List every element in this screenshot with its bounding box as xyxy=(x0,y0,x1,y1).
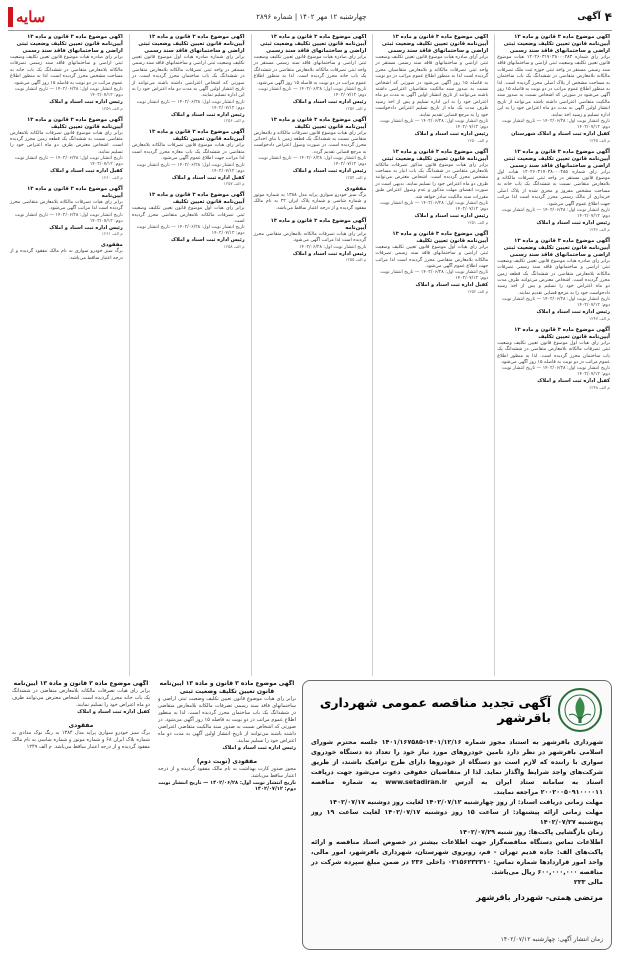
notice-reference: م الف ۱۲۵۳ xyxy=(345,105,367,111)
notice-dates: تاریخ انتشار نوبت اول: ۱۴۰۲/۰۶/۲۸ xyxy=(299,244,367,250)
notice-signature: رئیس اداره ثبت اسناد و املاک xyxy=(222,745,296,751)
notice-signature: رئیس اداره ثبت اسناد و املاک xyxy=(414,213,489,220)
notice-signature: کفیل اداره ثبت اسناد و املاک xyxy=(415,282,489,289)
notice-dates: تاریخ انتشار نوبت اول: ۱۴۰۲/۰۶/۲۸ — تاریخ انتشار نوبت دوم: ۱۴۰۲/۰۷/۱۲ xyxy=(14,212,123,224)
legal-notice xyxy=(254,186,367,212)
notice-signature: کفیل اداره ثبت اسناد و املاک xyxy=(537,378,610,385)
notice-title: مفقودی xyxy=(344,185,367,192)
notice-signature: رئیس اداره ثبت اسناد و املاک xyxy=(49,224,123,231)
notice-body: برگ سبز خودرو سواری پراید مدل ۱۳۸۸ به شماره موتور و شماره شاسی و شماره پلاک ایران ۲۲ به نام مالک مفقود گردیده و از درجه اعتبار ساقط می‌باشد. xyxy=(253,192,367,211)
notice-reference: م الف ۱۲۶۰ xyxy=(101,174,123,180)
notice-body: مجوز صدور کارت بهداشت به نام مالک مفقود گردیده و از درجه اعتبار ساقط می‌باشد. xyxy=(158,765,296,779)
notice-title: آگهی موضوع ماده ۳ قانون و ماده ۱۳ آیین‌نامه قانون تعیین تکلیف وضعیت ثبتی اراضی و ساختمانهای فاقد سند رسمی xyxy=(381,34,489,54)
notice-body: برابر رای صادره هیات موضوع قانون تعیین تکلیف وضعیت ثبتی اراضی و ساختمانهای فاقد سند رسمی مستقر در واحد ثبتی تصرفات مالکانه بلامعارض متقاضی در ششدانگ یک باب خانه محرز گردیده است. لذا به منظور اطلاع عموم مراتب در دو نوبت به فاصله ۱۵ روز آگهی می‌شود. xyxy=(253,55,367,86)
notice-body: برگ سبز خودرو سواری پراید مدل ۱۳۸۴ به رنگ نوک مدادی به شماره پلاک ایران ۶۸ و شماره موتور و شماره شاسی به نام مالک مفقود گردیده و از درجه اعتبار ساقط می‌باشد. م الف ۱۲۴۹ xyxy=(12,729,150,750)
newspaper-logo xyxy=(8,7,45,27)
notice-dates: تاریخ انتشار نوبت اول: ۱۴۰۲/۰۶/۲۸ — تاریخ انتشار نوبت دوم: ۱۴۰۲/۰۷/۱۲ xyxy=(380,270,489,282)
legal-notice xyxy=(10,34,123,111)
legal-notice xyxy=(10,242,123,262)
notice-dates: تاریخ انتشار نوبت اول: ۱۴۰۲/۰۶/۲۸ — تاریخ انتشار نوبت دوم: ۱۴۰۲/۰۷/۱۲ xyxy=(258,87,367,99)
tender-docs-deadline: مهلت زمانی دریافت اسناد: از روز چهارشنبه ۱۴۰۲/۰۷/۱۲ لغایت روز دوشنبه ۱۴۰۲/۰۷/۱۷ xyxy=(329,798,603,806)
notice-signature: کفیل اداره ثبت اسناد و املاک xyxy=(77,709,150,715)
notice-reference: م الف ۱۲۵۴ xyxy=(345,174,367,180)
tender-signature: مرتضی همتی- شهردار باقرشهر xyxy=(476,893,603,902)
notice-column xyxy=(8,34,125,676)
notice-title: آگهی موضوع ماده ۳ قانون و ماده ۱۳ آیین‌نامه قانون تعیین تکلیف xyxy=(514,326,610,340)
notice-reference: م الف ۱۲۴۷ xyxy=(588,315,610,321)
notice-column xyxy=(494,34,612,676)
notice-signature: رئیس اداره ثبت اسناد و املاک xyxy=(536,309,610,316)
notice-body: برابر رای هیات موضوع قانون تصرفات مالکانه و بلامعارض متقاضی نسبت به ششدانگ یک قطعه زمین با بنای احداثی محرز گردیده است. در صورت وصول اعتراض دادخواست به مرجع قضایی تقدیم گردد. xyxy=(253,130,367,155)
legal-notice xyxy=(132,129,245,186)
issue-line: چهارشنبه ۱۲ مهر ۱۴۰۲ | شماره ۲۸۹۶ xyxy=(256,13,367,21)
notice-dates: تاریخ انتشار نوبت اول: ۱۴۰۲/۰۶/۲۸ — تاریخ انتشار نوبت دوم: ۱۴۰۲/۰۷/۱۲ xyxy=(136,225,245,237)
notice-signature: کفیل اداره ثبت اسناد و املاک xyxy=(171,174,245,181)
notice-title: آگهی موضوع ماده ۳ قانون و ماده ۱۳ آیین‌نامه قانون تعیین تکلیف وضعیت ثبتی xyxy=(381,148,489,162)
legal-notice xyxy=(158,680,296,752)
notice-dates: تاریخ انتشار نوبت اول: ۱۴۰۲/۰۶/۲۸ — تاریخ انتشار نوبت دوم: ۱۴۰۲/۰۷/۱۲ xyxy=(380,201,489,213)
notice-body: برابر رای هیات موضوع قانون مذکور تصرفات مالکانه بلامعارض متقاضی در ششدانگ یک باب انبار به مساحت مشخص محرز گردیده است. اشخاص معترض می‌توانند ظرف دو ماه اعتراض خود را تسلیم نمایند. بدیهی است در صورت انقضای مهلت مذکور و عدم وصول اعتراض طبق مقررات سند مالکیت صادر خواهد شد. xyxy=(375,162,489,200)
tender-advertisement xyxy=(302,680,612,950)
notice-signature: رئیس اداره ثبت اسناد و املاک xyxy=(536,220,610,227)
notice-body: برابر رای شماره ۱۴۰۲۶۰۳۱۷۰۳۸۰۰۰۴۸۵ هیات اول موضوع قانون مستقر در واحد ثبتی تصرفات مالکانه و بلامعارض متقاضی نسبت به ششدانگ یک باب خانه به مساحت مشخص مفروز و مجزی شده از پلاک اصلی خریداری از مالک رسمی محرز گردیده است لذا مراتب جهت اطلاع عموم آگهی می‌شود. xyxy=(497,169,611,207)
notice-title: آگهی موضوع ماده ۳ قانون و ماده ۱۳ آیین‌نامه قانون تعیین تکلیف xyxy=(392,230,489,244)
notice-title: مفقودی (نوبت دوم) xyxy=(196,757,258,765)
notice-column xyxy=(372,34,490,676)
notice-signature: تاریخ انتشار نوبت اول: ۱۴۰۲/۰۶/۲۸ — تاریخ انتشار نوبت دوم: ۱۴۰۲/۰۷/۱۲ xyxy=(158,779,296,793)
masthead-page-info xyxy=(577,10,612,24)
tender-header xyxy=(311,687,603,733)
notice-reference: م الف ۱۲۵۱ xyxy=(467,219,489,225)
notice-title: آگهی موضوع ماده ۳ قانون و ماده ۱۳ آیین‌نامه قانون تعیین تکلیف xyxy=(270,116,367,130)
notice-title: آگهی موضوع ماده ۳ قانون و ماده ۱۳ آیین‌نامه قانون تعیین تکلیف xyxy=(26,116,123,130)
notice-title: آگهی موضوع ماده ۳ قانون و ماده ۱۳ آیین‌نامه قانون تعیین تکلیف وضعیت ثبتی اراضی و ساختمانهای فاقد سند رسمی xyxy=(138,34,245,54)
notice-title: آگهی موضوع ماده ۳ قانون و ماده ۱۳ آیین‌نامه قانون تعیین تکلیف xyxy=(148,192,245,206)
brand-name: سایه xyxy=(16,8,46,26)
legal-notice xyxy=(375,34,488,143)
notice-reference: م الف ۱۲۵۲ xyxy=(467,288,489,294)
lower-section xyxy=(8,680,612,952)
notice-title: آگهی موضوع ماده ۳ قانون و ماده ۱۳ آیین‌نامه xyxy=(270,218,367,232)
notice-reference: م الف ۱۲۴۵ xyxy=(588,137,610,143)
notice-reference: م الف ۱۲۵۸ xyxy=(223,244,245,250)
notice-reference: م الف ۱۲۵۶ xyxy=(223,118,245,124)
legal-notice xyxy=(132,192,245,249)
notice-body: برابر رای هیات موضوع قانون تصرفات مالکانه بلامعارض متقاضی در ششدانگ یک باب مغازه محرز گردیده است لذا مراتب جهت اطلاع عموم آگهی می‌شود. xyxy=(131,143,245,162)
lower-notices-left xyxy=(12,680,150,870)
notice-reference: م الف ۱۲۴۸ xyxy=(588,384,610,390)
notice-signature: رئیس اداره ثبت اسناد و املاک xyxy=(292,250,367,257)
brand-bar-icon xyxy=(8,7,13,27)
notice-body: برابر رای هیات تصرفات مالکانه بلامعارض متقاضی در ششدانگ یک باب خانه محرز گردیده است. اشخاص معترض می‌توانند ظرف دو ماه اعتراض خود را تسلیم نمایند. xyxy=(12,688,150,708)
notice-dates: تاریخ انتشار نوبت اول: ۱۴۰۲/۰۶/۲۸ — تاریخ انتشار نوبت دوم: ۱۴۰۲/۰۷/۱۲ xyxy=(502,119,610,131)
tender-contact: اطلاعات تماس دستگاه مناقصه‌گزار جهت اطلاعات بیشتر در خصوص اسناد مناقصه و ارائه پاکت‌های الف: جاده قدیم تهران - قم، روبروی شهرستان، شهرداری باقرشهر، امور مالی، واحد امور قراردادها شماره تماس: ۰۲۱۵۶۲۳۲۳۱۰ داخلی ۲۳۶ در ضمن مبلغ سپرده شرکت در مناقصه ۶۰۰,۰۰۰,۰۰۰ ریال می‌باشد. xyxy=(311,838,604,876)
notice-signature: رئیس اداره ثبت اسناد و املاک xyxy=(292,168,367,175)
notice-body: برگ سبز خودرو سواری به نام مالک مفقود گردیده و از درجه اعتبار ساقط می‌باشد. xyxy=(10,249,123,261)
notice-signature: کفیل اداره ثبت اسناد و املاک xyxy=(50,168,123,175)
legal-notice xyxy=(497,149,610,232)
section-label: آگهی xyxy=(577,12,601,22)
notice-body: برابر رای صادره هیات موضوع قانون تعیین تکلیف وضعیت ثبتی اراضی و ساختمانهای فاقد سند رسمی تصرفات مالکانه بلامعارض متقاضی در ششدانگ یک قطعه زمین محرز گردیده است. اشخاص معترض می‌توانند ظرف مدت دو ماه اعتراض خود را تسلیم و پس از اخذ رسید دادخواست خود را به مرجع قضایی تقدیم نمایند. xyxy=(497,258,610,296)
legal-notice xyxy=(497,238,610,321)
notice-column xyxy=(129,34,247,676)
legal-notice xyxy=(254,117,367,180)
legal-notice xyxy=(12,680,150,716)
notice-signature: رئیس اداره ثبت اسناد و املاک xyxy=(171,111,245,118)
notice-title: آگهی موضوع ماده ۳ قانون و ماده ۱۳ آیین‌نامه xyxy=(13,680,149,687)
notice-dates: تاریخ انتشار نوبت اول: ۱۴۰۲/۰۶/۲۸ — تاریخ انتشار نوبت دوم: ۱۴۰۲/۰۷/۱۲ xyxy=(14,156,123,168)
notices-columns xyxy=(8,34,612,676)
notice-title: آگهی موضوع ماده ۳ قانون و ماده ۱۳ آیین‌نامه قانون تعیین تکلیف وضعیت ثبتی اراضی و ساختمانهای فاقد سند رسمی xyxy=(503,237,610,258)
tender-extension: مالی ۲۳۳ xyxy=(573,878,603,886)
notice-dates: تاریخ انتشار نوبت اول: ۱۴۰۲/۰۶/۲۸ — تاریخ انتشار نوبت دوم: ۱۴۰۲/۰۷/۱۲ xyxy=(502,366,610,378)
legal-notice xyxy=(10,117,123,180)
notice-body: برابر رای هیات اول موضوع قانون تعیین تکلیف وضعیت ثبتی تصرفات مالکانه بلامعارض متقاضی در ششدانگ یک باب ساختمان محرز گردیده است. لذا به منظور اطلاع عموم مراتب در دو نوبت به فاصله ۱۵ روز آگهی می‌شود. xyxy=(497,340,610,365)
page-number: ۴ xyxy=(604,10,612,24)
notice-dates: تاریخ انتشار نوبت اول: ۱۴۰۲/۰۶/۲۸ — تاریخ انتشار نوبت دوم: ۱۴۰۲/۰۷/۱۲ xyxy=(136,162,245,174)
legal-notice xyxy=(497,327,610,390)
notice-signature: رئیس اداره ثبت اسناد و املاک xyxy=(292,99,367,106)
tender-body xyxy=(311,737,603,887)
notice-signature: رئیس اداره ثبت اسناد و املاک xyxy=(414,131,489,138)
notice-dates: تاریخ انتشار نوبت اول: ۱۴۰۲/۰۶/۲۸ — تاریخ انتشار نوبت دوم: ۱۴۰۲/۰۷/۱۲ xyxy=(502,208,610,220)
notice-title: آگهی موضوع ماده ۳ قانون و ماده ۱۳ آیین‌نامه قانون تعیین تکلیف xyxy=(148,129,245,143)
municipality-emblem-icon xyxy=(557,687,603,733)
legal-notice xyxy=(132,34,245,123)
notice-dates: تاریخ انتشار نوبت اول: ۱۴۰۲/۰۶/۲۸ — تاریخ انتشار نوبت دوم: ۱۴۰۲/۰۷/۱۲ xyxy=(136,99,245,111)
legal-notice xyxy=(10,186,123,236)
lower-notices-right xyxy=(158,680,296,870)
legal-notice xyxy=(375,231,488,294)
notice-body: برابر رای شماره ۱۴۰۲۶۰۳۱۷۰۳۸۰۰۰۴۸۳ هیات موضوع قانون تعیین تکلیف وضعیت ثبتی اراضی و ساختمانهای فاقد سند رسمی مستقر در واحد ثبتی حوزه ثبت ملک تصرفات مالکانه بلامعارض متقاضی در ششدانگ یک باب ساختمان به مساحت مشخص از پلاک اصلی محرز گردیده است. لذا به منظور اطلاع عموم مراتب در دو نوبت به فاصله ۱۵ روز آگهی می‌شود در صورتی که اشخاص نسبت به صدور سند مالکیت متقاضی اعتراضی داشته باشند می‌توانند از تاریخ انتشار اولین آگهی به مدت دو ماه اعتراض خود را به این اداره تسلیم و رسید اخذ نمایند. xyxy=(497,55,611,118)
notice-body: برابر آرای صادره هیات موضوع قانون تعیین تکلیف وضعیت ثبتی اراضی و ساختمانهای فاقد سند رسمی مستقر در واحد ثبتی تصرفات مالکانه و بلامعارض متقاضیان محرز گردیده است لذا به منظور اطلاع عموم مراتب در دو نوبت به فاصله ۱۵ روز آگهی می‌شود در صورتی که اشخاص نسبت به صدور سند مالکیت متقاضیان اعتراضی داشته باشند می‌توانند از تاریخ انتشار اولین آگهی به مدت دو ماه اعتراض خود را به این اداره تسلیم و پس از اخذ رسید ظرف مدت یک ماه از تاریخ تسلیم اعتراض دادخواست خود را به مرجع قضایی تقدیم نمایند. xyxy=(375,55,489,118)
notice-title: آگهی موضوع ماده ۳ قانون و ماده ۱۳ آیین‌نامه قانون تعیین تکلیف وضعیت ثبتی اراضی و ساختمانهای فاقد سند رسمی xyxy=(16,34,123,54)
notice-title: آگهی موضوع ماده ۳ قانون و ماده ۱۳ آیین‌نامه قانون تعیین تکلیف وضعیت ثبتی اراضی و ساختمانهای فاقد سند رسمی xyxy=(260,34,367,54)
notice-dates: تاریخ انتشار نوبت اول: ۱۴۰۲/۰۶/۲۸ — تاریخ انتشار نوبت دوم: ۱۴۰۲/۰۷/۱۲ xyxy=(380,119,489,131)
notice-column xyxy=(251,34,369,676)
notice-reference: م الف ۱۲۶۱ xyxy=(101,231,123,237)
masthead xyxy=(8,6,612,28)
notice-dates: تاریخ انتشار نوبت اول: ۱۴۰۲/۰۶/۲۸ — تاریخ انتشار نوبت دوم: ۱۴۰۲/۰۷/۱۲ xyxy=(258,156,367,168)
notice-body: برابر رای شماره صادره هیات اول موضوع قانون تعیین تکلیف وضعیت ثبتی اراضی و ساختمانهای فاقد سند رسمی مستقر در واحد ثبتی تصرفات مالکانه بلامعارض متقاضی در ششدانگ یک باب ساختمان محرز گردیده است. در صورتی که اشخاص اعتراضی داشته باشند می‌توانند از تاریخ انتشار اولین آگهی به مدت دو ماه اعتراض خود را به این اداره تسلیم نمایند. xyxy=(131,55,245,99)
tender-bid-deadline: مهلت زمانی ارائه پیشنهاد: از ساعت ۱۵ روز دوشنبه ۱۴۰۲/۰۷/۱۷ لغایت ساعت ۱۹ روز پنج‌شنبه ۱۴۰۲/۰۷/۲۷ xyxy=(311,808,604,826)
notice-reference: م الف ۱۲۵۷ xyxy=(223,181,245,187)
notice-reference: م الف ۱۲۴۶ xyxy=(588,226,610,232)
notice-signature: کفیل اداره ثبت اسناد و املاک شهرستان xyxy=(511,131,610,138)
legal-notice xyxy=(254,218,367,262)
masthead-divider xyxy=(8,30,612,31)
notice-body: برابر رای هیات اول موضوع قانون تعیین تکلیف وضعیت ثبتی اراضی و ساختمانهای فاقد سند رسمی تصرفات مالکانه بلامعارض متقاضی محرز گردیده است لذا مراتب جهت اطلاع عموم آگهی می‌شود. xyxy=(375,244,489,269)
notice-title: آگهی موضوع ماده ۳ قانون و ماده ۱۳ آیین‌نامه قانون تعیین تکلیف وضعیت ثبتی اراضی و ساختمانهای فاقد سند رسمی xyxy=(503,148,610,169)
legal-notice xyxy=(254,34,367,111)
notice-reference: م الف ۱۲۵۰ xyxy=(467,137,489,143)
notice-dates: تاریخ انتشار نوبت اول: ۱۴۰۲/۰۶/۲۸ — تاریخ انتشار نوبت دوم: ۱۴۰۲/۰۷/۱۲ xyxy=(14,87,123,99)
notice-title: مفقودی xyxy=(101,242,123,249)
notice-title: مفقودی xyxy=(68,721,94,729)
notice-signature: رئیس اداره ثبت اسناد و املاک xyxy=(171,237,245,244)
tender-opening-date: زمان بازگشایی پاکت‌ها: روز شنبه ۱۴۰۲/۰۷/۲۹ xyxy=(459,828,603,836)
notice-title: آگهی موضوع ماده ۳ قانون و ماده ۱۳ آیین‌نامه xyxy=(26,185,123,199)
tender-title: آگهی تجدید مناقصه عمومی شهرداری باقرشهر xyxy=(319,695,551,725)
legal-notice xyxy=(158,758,296,793)
tender-publish-date: زمان انتشار آگهی: چهارشنبه ۱۴۰۲/۰۷/۱۲ xyxy=(500,936,603,943)
notice-reference: م الف ۱۲۵۵ xyxy=(345,257,367,263)
notice-title: آگهی موضوع ماده ۳ قانون و ماده ۱۳ آیین‌نامه قانون تعیین تکلیف وضعیت ثبتی xyxy=(159,680,295,695)
legal-notice xyxy=(12,722,150,751)
legal-notice xyxy=(375,149,488,225)
notice-body: برابر رای هیات موضوع قانون تعیین تکلیف وضعیت ثبتی اراضی و ساختمانهای فاقد سند رسمی تصرفات مالکانه بلامعارض متقاضی در ششدانگ یک باب ساختمان محرز گردیده است. لذا به منظور اطلاع عموم مراتب در دو نوبت به فاصله ۱۵ روز آگهی می‌شود. در صورتی که اشخاص نسبت به صدور سند مالکیت متقاضی اعتراضی داشته باشند می‌توانند از تاریخ انتشار اولین آگهی به مدت دو ماه اعتراض خود را تسلیم نمایند. xyxy=(158,696,296,744)
notice-body: برابر رای صادره هیات موضوع قانون تعیین تکلیف وضعیت ثبتی اراضی و ساختمانهای فاقد سند رسمی تصرفات مالکانه بلامعارض متقاضی در ششدانگ یک باب خانه به مساحت مشخص محرز گردیده است. لذا به منظور اطلاع عموم مراتب در دو نوبت به فاصله ۱۵ روز آگهی می‌شود. xyxy=(10,55,123,86)
notice-body: برابر رای هیات تصرفات مالکانه بلامعارض متقاضی محرز گردیده است لذا مراتب آگهی می‌شود. xyxy=(253,232,367,244)
notice-dates: تاریخ انتشار نوبت اول: ۱۴۰۲/۰۶/۲۸ — تاریخ انتشار نوبت دوم: ۱۴۰۲/۰۷/۱۲ xyxy=(502,297,610,309)
tender-intro: شهرداری باقرشهر به استناد مجوز شماره ۱۴۰۱/۱۲/۱۶-۱۴۰۱/۱۶۷۵۸۵ جلسه محترم شورای اسلامی باقرشهر در نظر دارد تامین خودروهای مورد نیاز خود را تعداد ده دستگاه خودروی سواری با راننده که لازم است دو دستگاه از خودروها دارای طرح ترافیک باشند، از طریق شرکت‌های واجد شرایط واگذار نماید. لذا از متقاضیان حقوقی دعوت می‌شود جهت دریافت اسناد به سامانه ستاد ایران به آدرس www.setadiran.ir به شماره مناقصه ۲۰۰۲۰۰۵۰۹۱۰۰۰۰۱۱ مراجعه نمایند. xyxy=(311,738,603,796)
notice-reference: م الف ۱۲۵۹ xyxy=(101,105,123,111)
notice-title: آگهی موضوع ماده ۳ قانون و ماده ۱۳ آیین‌نامه قانون تعیین تکلیف وضعیت ثبتی اراضی و ساختمانهای فاقد سند رسمی xyxy=(503,34,610,54)
notice-body: برابر رای هیات اول موضوع قانون تعیین تکلیف وضعیت ثبتی تصرفات مالکانه بلامعارض متقاضی محرز گردیده است. xyxy=(131,206,245,225)
legal-notice xyxy=(497,34,610,143)
notice-body: برابر رای هیات موضوع قانون تصرفات مالکانه بلامعارض متقاضی نسبت به ششدانگ یک قطعه زمین محرز گردیده است. اشخاص معترض ظرف دو ماه اعتراض خود را تسلیم نمایند. xyxy=(10,130,123,155)
notice-signature: رئیس اداره ثبت اسناد و املاک xyxy=(49,99,123,106)
notice-body: برابر رای هیات تصرفات مالکانه بلامعارض متقاضی محرز گردیده است لذا مراتب آگهی می‌شود. xyxy=(10,199,123,212)
